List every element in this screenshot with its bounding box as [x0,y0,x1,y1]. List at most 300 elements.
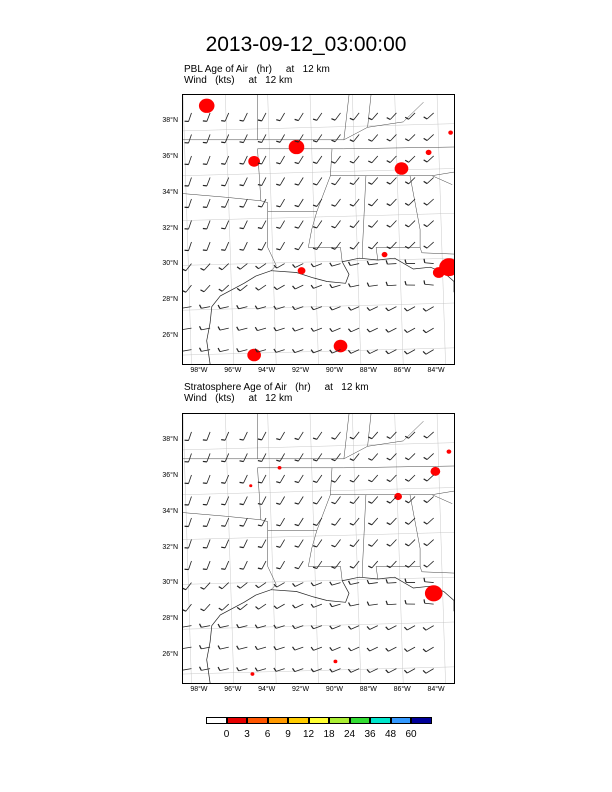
shaded-region [430,467,440,476]
wind-barb [350,540,359,547]
parallel-line [183,532,454,539]
wind-barb [258,242,266,250]
age-of-air-shading [249,450,451,676]
wind-barb [405,540,415,546]
wind-barb [218,624,229,628]
wind-barb [311,264,322,267]
wind-barb [218,348,229,352]
colorbar-label: 48 [384,729,397,740]
lat-tick-label: 38°N [162,116,178,124]
wind-barb [295,432,304,440]
shaded-region [248,156,260,167]
wind-barb [240,134,248,142]
wind-barbs [183,432,434,673]
wind-barb [183,583,191,590]
wind-barb [348,669,359,673]
wind-barb [185,113,192,122]
shaded-region [395,162,409,175]
strat-map-panel [182,413,455,684]
colorbar-swatch [329,717,350,724]
lon-tick-label: 96°W [224,686,242,693]
wind-barb [330,328,341,331]
wind-barb [240,475,248,483]
shaded-region [433,267,445,278]
shaded-region [199,99,215,113]
meridian-line [352,414,360,683]
wind-barb [183,285,191,292]
wind-barb [258,475,266,483]
wind-barb [293,625,304,628]
wind-barb [367,283,377,287]
wind-barb [386,669,397,673]
wind-barb [255,668,266,671]
wind-barb [258,134,266,142]
wind-barb [350,453,359,460]
pbl-map [183,95,454,364]
state-border [183,194,261,201]
wind-barb [203,221,210,229]
wind-barb [331,518,340,525]
wind-barb [276,221,284,229]
wind-barb [313,156,322,163]
wind-barb [387,518,397,525]
wind-barb [276,475,284,483]
parallel-line [183,303,454,310]
wind-barb [218,646,229,650]
wind-barb [185,518,192,527]
meridian-line [225,414,233,683]
wind-barb [405,475,415,481]
wind-barb [348,647,359,651]
page-title: 2013-09-12_03:00:00 [205,33,407,56]
wind-barb [295,453,304,461]
wind-barb [258,453,266,461]
state-border [420,566,454,573]
state-border [330,491,454,495]
wind-barb [183,666,191,670]
coastline [207,258,454,364]
wind-barb [405,453,415,459]
state-border [344,102,424,140]
colorbar-label: 3 [244,729,250,740]
lon-tick-label: 96°W [224,367,242,374]
wind-barb [276,134,284,142]
wind-barb [424,453,434,459]
wind-barb [386,307,397,311]
wind-barb [256,285,266,290]
wind-barb [424,432,434,438]
colorbar-swatch [350,717,371,724]
colorbar-swatch [411,717,432,724]
wind-barb [424,134,434,140]
wind-barb [350,561,359,568]
wind-barb [349,602,360,606]
panel-2-title: Stratosphere Age of Air (hr) at 12 km [184,382,369,393]
wind-barb [256,583,266,588]
wind-barb [350,113,359,120]
wind-barb [424,540,434,546]
wind-barb [368,156,377,163]
lat-tick-label: 36°N [162,152,178,160]
wind-barb [331,561,340,568]
wind-barb [203,113,210,121]
lon-tick-label: 88°W [359,686,377,693]
state-border [432,176,452,185]
wind-barb [276,113,284,121]
wind-barb [240,518,248,526]
wind-barb [331,453,340,460]
state-border [363,176,366,259]
wind-barb [350,518,359,525]
wind-barb [331,113,340,120]
colorbar-label: 12 [302,729,315,740]
wind-barb [405,579,415,583]
lon-tick-label: 94°W [258,367,276,374]
wind-barb [295,496,304,504]
shaded-region [426,150,432,155]
wind-barb [424,177,434,183]
wind-barb [240,453,248,461]
lat-tick-label: 34°N [162,507,178,515]
wind-barb [276,242,284,250]
colorbar-swatch [288,717,309,724]
wind-barb [276,540,284,548]
wind-barb [237,646,248,649]
lon-tick-label: 92°W [291,367,310,374]
wind-barb [404,626,415,630]
parallel-line [183,169,454,176]
parallel-line [183,213,454,220]
wind-barb [237,305,248,308]
wind-barb [424,280,434,285]
wind-barb [218,327,229,331]
wind-barb [295,113,304,121]
wind-barb [405,134,415,140]
wind-barb [185,432,192,441]
wind-barb [423,626,434,631]
meridian-line [437,414,445,683]
wind-barb [368,475,377,482]
wind-barb [255,306,266,309]
wind-barb [424,496,434,502]
colorbar-swatch [370,717,391,724]
wind-barb [311,604,322,607]
state-border [344,421,424,459]
state-border [363,495,366,578]
wind-barb [405,156,415,162]
lat-tick-label: 30°N [162,579,178,587]
wind-barb [405,199,415,205]
wind-barb [240,177,248,185]
wind-barb [293,647,304,650]
wind-barb [295,199,304,207]
wind-barb [203,475,210,483]
wind-barb [423,328,434,333]
shaded-region [250,672,254,676]
wind-barb [258,540,266,548]
wind-barb [256,604,266,609]
wind-barb [424,156,434,162]
wind-barb [424,221,434,227]
wind-barb [295,221,304,229]
wind-barb [293,328,304,331]
colorbar-label: 24 [343,729,356,740]
wind-barb [258,177,266,185]
wind-barb [221,540,229,548]
wind-barb [313,177,322,184]
wind-barb [258,432,266,440]
meridian-line [268,95,276,364]
wind-barb [423,669,434,674]
wind-barb [386,601,396,605]
colorbar-swatch [268,717,289,724]
colorbar-label: 0 [223,729,230,740]
wind-barb [367,602,377,606]
lat-tick-label: 36°N [162,471,178,479]
wind-barb [386,647,397,651]
meridian-line [310,95,318,364]
wind-barb [200,624,211,628]
wind-barb [258,496,266,504]
panel-1-subtitle: Wind (kts) at 12 km [184,75,293,86]
wind-barb [387,221,397,228]
wind-barb [350,177,359,184]
wind-barb [349,283,360,287]
wind-barb [330,284,341,287]
wind-barb [221,242,229,250]
state-border [344,414,349,459]
wind-barb [203,432,210,440]
lat-tick-label: 32°N [162,543,178,551]
state-border [368,414,371,446]
wind-barb [185,475,192,484]
lon-tick-label: 94°W [258,686,276,693]
wind-barb [203,561,210,569]
wind-barb [311,328,322,331]
wind-barb [368,134,377,141]
wind-barb [368,453,377,460]
wind-barb [295,540,304,548]
shaded-region [382,252,388,257]
wind-barb [367,580,377,584]
meridian-line [437,95,445,364]
wind-barb [221,134,229,142]
wind-barb [405,518,415,524]
meridian-line [352,95,360,364]
wind-barb [276,177,284,185]
pbl-map-panel [182,94,455,365]
wind-barb [424,475,434,481]
wind-barb [258,199,266,207]
wind-barb [423,307,434,312]
lat-tick-label: 28°N [162,296,178,304]
wind-barb [183,347,191,351]
state-border [376,495,420,579]
wind-barb [240,561,248,569]
wind-barb [258,561,266,569]
wind-barb [185,156,192,165]
wind-barb [219,604,229,610]
shaded-region [333,660,337,664]
shaded-region [278,466,282,470]
lat-tick-label: 34°N [162,188,178,196]
wind-barb [313,113,322,120]
wind-barb [237,624,248,627]
colorbar-label: 36 [364,729,376,740]
state-border [432,495,452,504]
wind-barb [350,432,359,439]
wind-barb [218,305,229,309]
parallel-line [183,258,454,265]
wind-barb [203,242,210,250]
wind-barb [274,327,285,330]
wind-barb [387,453,397,460]
wind-barb [424,578,434,583]
wind-barb [255,327,266,330]
wind-barb [387,432,397,439]
wind-barb [200,583,210,590]
wind-barb [405,260,415,264]
meridian-line [225,95,233,364]
wind-barb [387,496,397,503]
wind-barb [331,177,340,184]
wind-barb [221,432,229,440]
wind-barb [221,561,229,569]
wind-barb [203,134,210,142]
wind-barb [276,453,284,461]
panel-1-title: PBL Age of Air (hr) at 12 km [184,64,330,75]
wind-barb [295,518,304,526]
wind-barb [200,305,211,309]
meridian-line [310,414,318,683]
wind-barb [368,199,377,206]
wind-barb [386,626,397,630]
wind-barb [424,113,434,119]
wind-barb [221,199,229,207]
wind-barb [237,667,248,670]
wind-barb [330,626,341,629]
wind-barb [256,264,266,269]
shaded-region [394,493,402,500]
wind-barb [387,134,397,141]
wind-barb [183,304,191,308]
colorbar-label: 18 [323,729,335,740]
wind-barb [348,328,359,332]
wind-barb [331,496,340,503]
wind-barb [405,600,415,604]
wind-barb [350,221,359,228]
wind-barb [330,263,341,266]
wind-barb [274,646,285,649]
wind-barb [203,199,210,207]
lon-tick-label: 98°W [190,367,208,374]
wind-barb [295,177,304,185]
wind-barb [331,432,340,439]
state-border [368,95,371,127]
state-border [420,247,454,254]
lon-tick-label: 86°W [393,686,411,693]
meridian-line [268,414,276,683]
wind-barb [387,113,397,120]
lon-tick-label: 86°W [393,367,411,374]
wind-barb [221,518,229,526]
state-border [268,212,343,262]
wind-barb [348,350,359,354]
lat-tick-label: 28°N [162,615,178,623]
wind-barb [185,540,192,549]
wind-barb [237,348,248,351]
age-of-air-shading [199,99,454,362]
wind-barb [405,496,415,502]
wind-barb [240,221,248,229]
state-border [258,149,277,271]
wind-barb [386,260,396,264]
wind-barb [200,604,210,611]
state-border [258,466,455,468]
wind-barb [313,242,322,249]
wind-barb [276,156,284,164]
lat-tick-label: 26°N [162,332,178,340]
wind-barb [237,583,247,589]
colorbar-label: 6 [264,729,271,740]
colorbar-swatch [391,717,412,724]
wind-barb [185,199,192,208]
wind-barb [387,475,397,482]
wind-barb [311,583,322,586]
wind-barb [386,579,396,583]
wind-barb [221,453,229,461]
wind-barb [405,177,415,183]
wind-barb [293,583,304,587]
wind-barb [313,221,322,228]
wind-barb [293,285,304,289]
lon-tick-label: 84°W [427,367,445,374]
parallel-line [183,124,454,131]
wind-barb [404,647,415,651]
wind-barb [240,242,248,250]
wind-barb [404,307,415,311]
lat-tick-label: 32°N [162,224,178,232]
wind-barb [423,350,434,355]
wind-barb [200,285,210,292]
wind-barb [274,285,285,290]
wind-barb [293,604,304,608]
wind-barb [368,540,377,547]
shaded-region [334,340,348,353]
wind-barb [387,199,397,206]
wind-barb [348,307,359,311]
parallel-line [183,577,454,584]
lon-tick-label: 98°W [190,686,208,693]
wind-barb [404,350,415,354]
wind-barb [330,669,341,672]
wind-barb [313,134,322,141]
wind-barb [276,432,284,440]
wind-barb [185,134,192,143]
wind-barb [183,264,191,271]
wind-barb [276,561,284,569]
wind-barb [387,177,397,184]
state-border [258,468,277,590]
wind-barb [348,626,359,630]
wind-barb [368,518,377,525]
wind-barb [330,307,341,310]
wind-barb [424,259,434,264]
wind-barb [240,156,248,164]
state-border [376,176,420,260]
wind-barb [258,221,266,229]
state-border [317,468,332,531]
